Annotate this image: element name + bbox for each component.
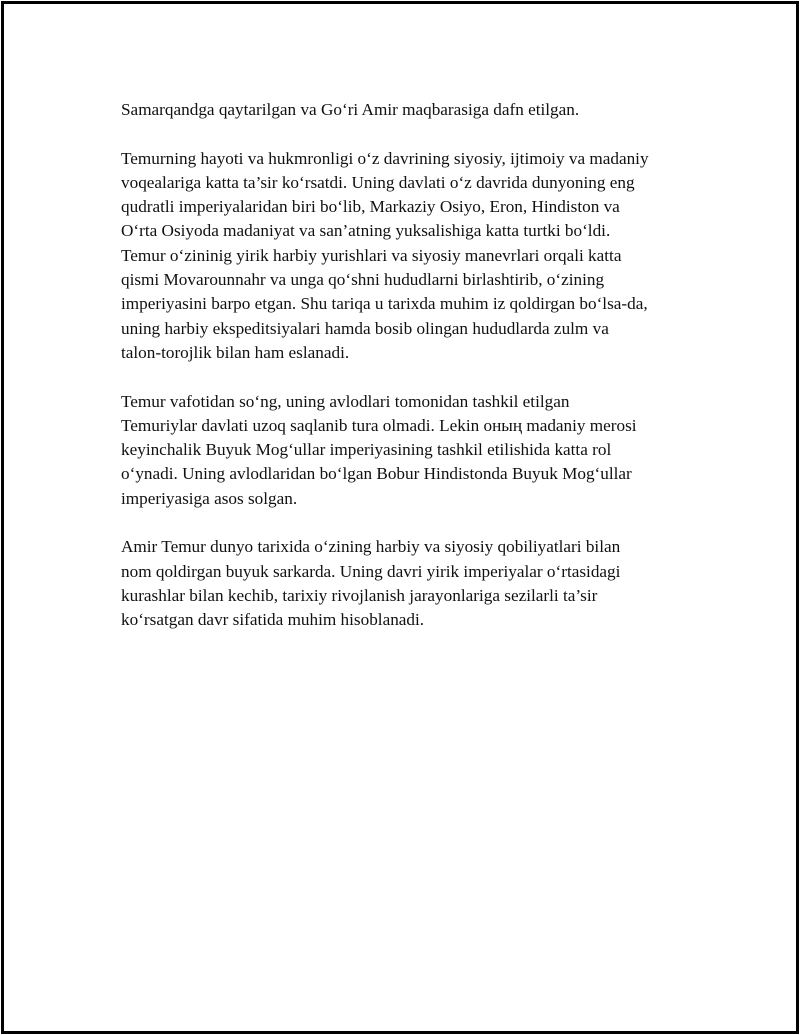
text-line: talon-torojlik bilan ham eslanadi. xyxy=(121,342,350,362)
text-line: qudratli imperiyalaridan biri bo‘lib, Markaziy Osiyo, Eron, Hindiston va xyxy=(121,197,620,217)
paragraph-conclusion xyxy=(121,535,711,632)
text-line: Temur vafotidan so‘ng, uning avlodlari tomonidan tashkil etilgan xyxy=(121,391,570,411)
paragraph-timurid-legacy xyxy=(121,390,711,511)
text-line: kurashlar bilan kechib, tarixiy rivojlanish jarayonlariga sezilarli ta’sir xyxy=(121,585,598,605)
text-line: Samarqandga qaytarilgan va Go‘ri Amir maqbarasiga dafn etilgan. xyxy=(121,100,580,119)
text-line: Temurning hayoti va hukmronligi o‘z davrining siyosiy, ijtimoiy va madaniy xyxy=(121,148,649,168)
document-body xyxy=(121,98,711,657)
text-line: imperiyasiga asos solgan. xyxy=(121,488,298,508)
paragraph-reign-impact xyxy=(121,147,711,366)
text-line: Temuriylar davlati uzoq saqlanib tura olmadi. Lekin оның madaniy merosi xyxy=(121,415,637,435)
text-line: Amir Temur dunyo tarixida o‘zining harbiy va siyosiy qobiliyatlari bilan xyxy=(121,537,621,557)
text-line: uning harbiy ekspeditsiyalari hamda bosib olingan hududlarda zulm va xyxy=(121,318,609,338)
document-page xyxy=(1,1,799,1034)
text-line: o‘ynadi. Uning avlodlaridan bo‘lgan Bobur Hindistonda Buyuk Mog‘ullar xyxy=(121,464,632,484)
text-line: keyinchalik Buyuk Mog‘ullar imperiyasining tashkil etilishida katta rol xyxy=(121,440,612,460)
text-line: qismi Movarounnahr va unga qo‘shni hududlarni birlashtirib, o‘zining xyxy=(121,270,605,290)
text-line: Temur o‘zininig yirik harbiy yurishlari va siyosiy manevrlari orqali katta xyxy=(121,245,622,265)
text-line: imperiyasini barpo etgan. Shu tariqa u tarixda muhim iz qoldirgan bo‘lsa-da, xyxy=(121,294,648,314)
text-line: nom qoldirgan buyuk sarkarda. Uning davri yirik imperiyalar o‘rtasidagi xyxy=(121,561,621,581)
text-line: ko‘rsatgan davr sifatida muhim hisoblanadi. xyxy=(121,610,425,630)
paragraph-burial xyxy=(121,98,711,122)
text-line: O‘rta Osiyoda madaniyat va san’atning yuksalishiga katta turtki bo‘ldi. xyxy=(121,221,611,241)
text-line: voqealariga katta ta’sir ko‘rsatdi. Uning davlati o‘z davrida dunyoning eng xyxy=(121,172,635,192)
